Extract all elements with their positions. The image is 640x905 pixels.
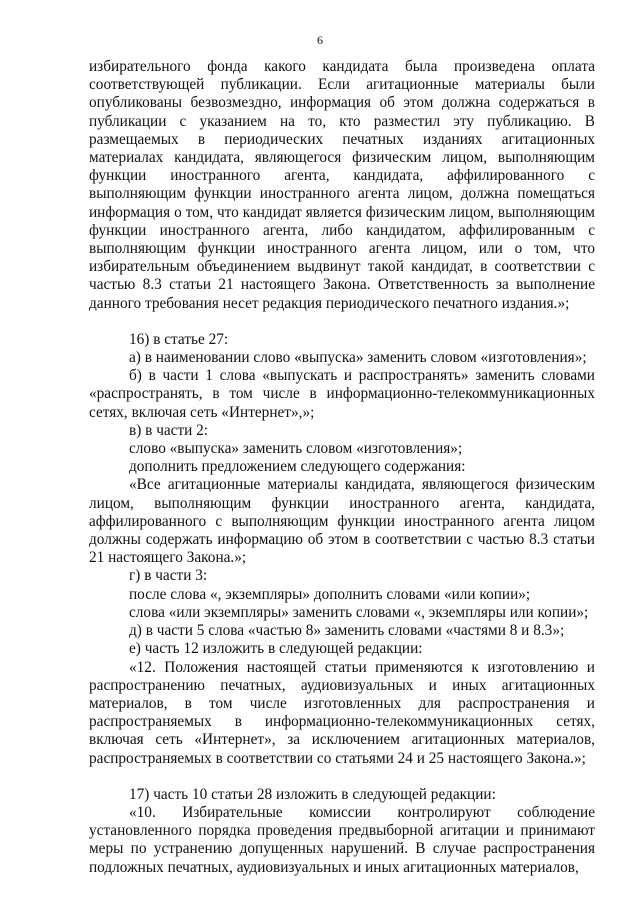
paragraph-item-16g: г) в части 3: [129,567,208,585]
paragraph-item-17: 17) часть 10 статьи 28 изложить в следующей редакции: [129,785,496,803]
paragraph-item-16v-2: дополнить предложением следующего содержания: [129,458,466,476]
paragraph-gap [89,768,595,786]
paragraph-continuation: избирательного фонда какого кандидата была произведена оплата соответствующей публикации. Если агитационные материалы были опубликованы безвозмездно, информация об этом должна содержаться в публикации с указанием на то, кто разместил эту публикацию. В размещаемых в периодических печатных изданиях агитационных материалах кандидата, являющегося физическим лицом, выполняющим функции иностранного агента, кандидата, аффилированного с выполняющим функции иностранного агента лицом, должна помещаться информация о том, что кандидат является физическим лицом, выполняющим функции иностранного агента, либо кандидатом, аффилированным с выполняющим функции иностранного агента лицом, или о том, что избирательным объединением выдвинут такой кандидат, в соответствии с частью 8.3 статьи 21 настоящего Закона. Ответственность за выполнение данного требования несет редакция периодического печатного издания.»; [89,58,595,312]
paragraph-item-16g-1: после слова «, экземпляры» дополнить словами «или копии»; [129,585,531,603]
paragraph-item-16v: в) в части 2: [129,421,209,439]
paragraph-item-16g-2: слова «или экземпляры» заменить словами «, экземпляры или копии»; [129,603,589,621]
paragraph-item-16e: е) часть 12 изложить в следующей редакции: [129,640,423,658]
paragraph-quote-agitation: «Все агитационные материалы кандидата, являющегося физическим лицом, выполняющим функции иностранного агента, кандидата, аффилированного с выполняющим функции иностранного агента лицом должны содержать информацию об этом в соответствии с частью 8.3 статьи 21 настоящего Закона.»; [89,476,595,567]
paragraph-item-16b: б) в части 1 слова «выпускать и распространять» заменить словами «распространять, в том числе в информационно-телекоммуникационных сетях, включая сеть «Интернет»,»; [89,367,595,421]
paragraph-item-16d: д) в части 5 слова «частью 8» заменить словами «частями 8 и 8.3»; [129,622,565,640]
paragraph-item-16: 16) в статье 27: [129,330,229,348]
paragraph-item-16a: а) в наименовании слово «выпуска» заменить словом «изготовления»; [129,349,587,367]
paragraph-gap [89,313,595,331]
page-number: 6 [317,33,323,47]
document-body [89,58,595,877]
paragraph-quote-part-10: «10. Избирательные комиссии контролируют соблюдение установленного порядка проведения предвыборной агитации и принимают меры по устранению допущенных нарушений. В случае распространения подложных печатных, аудиовизуальных и иных агитационных материалов, [89,803,595,876]
paragraph-item-16v-1: слово «выпуска» заменить словом «изготовления»; [129,440,463,458]
paragraph-quote-part-12: «12. Положения настоящей статьи применяются к изготовлению и распространению печатных, аудиовизуальных и иных агитационных материалов, в том числе изготовленных для распространения и распространяемых в информационно-телекоммуникационных сетях, включая сеть «Интернет», за исключением агитационных материалов, распространяемых в соответствии со статьями 24 и 25 настоящего Закона.»; [89,658,595,767]
